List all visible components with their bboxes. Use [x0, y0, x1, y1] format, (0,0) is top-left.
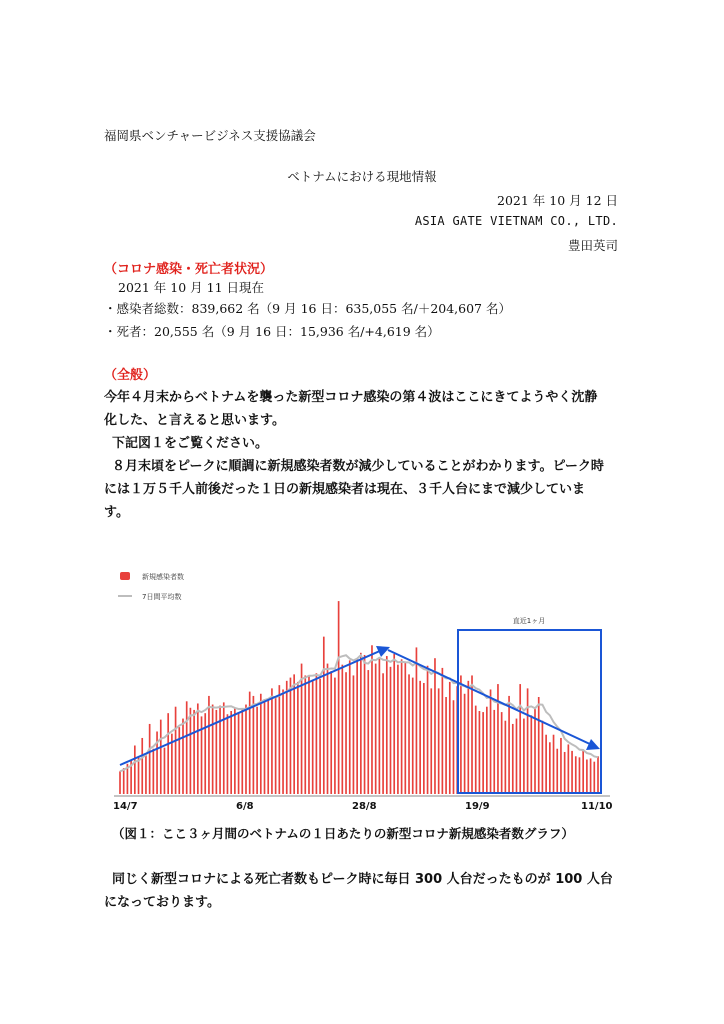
bar [538, 697, 540, 794]
bar [245, 705, 247, 794]
bar [212, 705, 214, 794]
bar [560, 738, 562, 794]
bar [568, 744, 570, 794]
bar [204, 713, 206, 794]
bar [367, 670, 369, 794]
bar [190, 708, 192, 794]
bar [330, 671, 332, 794]
bar [290, 678, 292, 794]
bar [519, 684, 521, 794]
bar [416, 647, 418, 794]
bar [175, 707, 177, 794]
bar [534, 709, 536, 794]
bar [556, 749, 558, 794]
bar [386, 656, 388, 794]
document-title: ベトナムにおける現地情報 [287, 169, 437, 184]
bar [323, 637, 325, 794]
bar [593, 762, 595, 794]
bar [341, 665, 343, 794]
bar [319, 679, 321, 794]
bar [505, 721, 507, 794]
bar [523, 719, 525, 794]
bar [264, 699, 266, 794]
bar [460, 675, 462, 794]
bar [371, 645, 373, 794]
bar [375, 664, 377, 794]
bar [227, 714, 229, 794]
bar [167, 713, 169, 794]
bar [145, 753, 147, 794]
bar [327, 664, 329, 794]
bar [345, 672, 347, 794]
closing-line2: になっております。 [104, 895, 220, 910]
overview-para1-line1: 今年４月末からベトナムを襲った新型コロナ感染の第４波はここにきてようやく沈静 [104, 390, 598, 405]
overview-heading: （全般） [104, 368, 157, 383]
bar [141, 738, 143, 794]
deaths-total: ・死者：20,555 名（9 月 16 日：15,936 名/+4,619 名） [104, 324, 440, 339]
author-name: 豊田英司 [567, 238, 618, 253]
bar [582, 751, 584, 794]
bar [178, 727, 180, 794]
figure-caption: （図１：ここ３ヶ月間のベトナムの１日あたりの新型コロナ新規感染者数グラフ） [112, 826, 574, 841]
bar [379, 658, 381, 794]
bar [241, 709, 243, 794]
bar [516, 719, 518, 794]
bar [223, 702, 225, 794]
bar [182, 719, 184, 794]
bar [493, 710, 495, 794]
bar [438, 688, 440, 794]
overview-para2: 下記図１をご覧ください。 [112, 436, 269, 451]
bar [430, 688, 432, 794]
bar [564, 752, 566, 794]
bar [123, 768, 125, 794]
legend-label-new-cases: 新規感染者数 [142, 573, 184, 581]
bar [334, 678, 336, 794]
bar [197, 703, 199, 794]
bar [390, 667, 392, 794]
bar [153, 749, 155, 794]
new-cases-chart [110, 560, 620, 816]
bar [404, 661, 406, 794]
bar [293, 674, 295, 794]
bar [419, 681, 421, 794]
seven-day-average-line [120, 655, 598, 771]
legend-swatch-new-cases [120, 572, 130, 580]
bar [271, 688, 273, 794]
bar [482, 712, 484, 794]
bar [508, 696, 510, 794]
bar [590, 758, 592, 794]
company-name: ASIA GATE VIETNAM CO., LTD. [414, 214, 618, 228]
bar [304, 675, 306, 794]
overview-para3-line1: ８月末頃をピークに順調に新規感染者数が減少していることがわかります。ピーク時 [112, 459, 604, 474]
bar [597, 756, 599, 794]
bar [282, 689, 284, 794]
bar [545, 735, 547, 794]
x-tick-14-7: 14/7 [113, 801, 138, 812]
bar [230, 711, 232, 794]
trend-arrow-down-head [586, 739, 600, 750]
bar [401, 659, 403, 794]
overview-para1-line2: 化した、と言えると思います。 [104, 413, 285, 428]
bar [160, 720, 162, 794]
bar [486, 707, 488, 794]
bar [312, 680, 314, 794]
infected-total: ・感染者総数：839,662 名（9 月 16 日：635,055 名/＋204,607 名） [104, 301, 511, 316]
bar [364, 655, 366, 794]
bar [553, 735, 555, 794]
bar [464, 694, 466, 794]
bar [208, 696, 210, 794]
overview-para3-line3: す。 [104, 505, 129, 520]
bar [316, 673, 318, 794]
bar [267, 700, 269, 794]
bar [164, 748, 166, 794]
document-date: 2021 年 10 月 12 日 [497, 193, 618, 208]
bar [471, 675, 473, 794]
bar [234, 708, 236, 794]
corona-status-heading: （コロナ感染・死亡者状況） [104, 262, 274, 277]
bar [253, 696, 255, 794]
bar [408, 674, 410, 794]
bar [286, 681, 288, 794]
bar [260, 694, 262, 794]
bar [397, 665, 399, 794]
bar [382, 673, 384, 794]
bar [579, 757, 581, 794]
bar [549, 742, 551, 794]
bar [301, 664, 303, 794]
x-tick-28-8: 28/8 [352, 801, 377, 812]
bar [571, 751, 573, 794]
bar [219, 706, 221, 794]
bar [186, 701, 188, 794]
bar [275, 697, 277, 794]
bar [238, 712, 240, 794]
bar [512, 724, 514, 794]
bar [501, 712, 503, 794]
bar [427, 666, 429, 794]
organization-name: 福岡県ベンチャービジネス支援協議会 [104, 128, 316, 143]
chart-legend [118, 572, 184, 601]
bar [256, 707, 258, 794]
x-tick-19-9: 19/9 [465, 801, 490, 812]
bar [393, 654, 395, 794]
bar [479, 711, 481, 794]
recent-month-label: 直近1ヶ月 [512, 617, 546, 625]
as-of-date: 2021 年 10 月 11 日現在 [118, 280, 264, 295]
x-tick-11-10: 11/10 [581, 801, 613, 812]
bar [586, 760, 588, 794]
bar [193, 710, 195, 794]
bar [279, 685, 281, 794]
bar [119, 771, 121, 794]
closing-line1: 同じく新型コロナによる死亡者数もピーク時に毎日 300 人台だったものが 100 人台 [112, 872, 613, 887]
bar [475, 706, 477, 794]
bar [575, 756, 577, 794]
bar [349, 660, 351, 794]
bar [467, 681, 469, 794]
bar [490, 689, 492, 794]
bar [356, 659, 358, 794]
bar [453, 700, 455, 794]
bar [542, 721, 544, 794]
bar [297, 682, 299, 794]
bar [149, 724, 151, 794]
bar [338, 601, 340, 794]
overview-para3-line2: には１万５千人前後だった１日の新規感染者は現在、３千人台にまで減少していま [104, 482, 586, 497]
x-tick-6-8: 6/8 [236, 801, 254, 812]
legend-label-7day-avg: 7日間平均数 [142, 593, 182, 601]
bar [308, 677, 310, 794]
bar [530, 715, 532, 794]
bar [449, 682, 451, 794]
bar [412, 678, 414, 794]
bar [442, 668, 444, 794]
bar [353, 675, 355, 794]
bar [423, 683, 425, 794]
bar [445, 697, 447, 794]
bar [134, 746, 136, 795]
bar [434, 658, 436, 794]
bar [360, 653, 362, 794]
bar [527, 688, 529, 794]
